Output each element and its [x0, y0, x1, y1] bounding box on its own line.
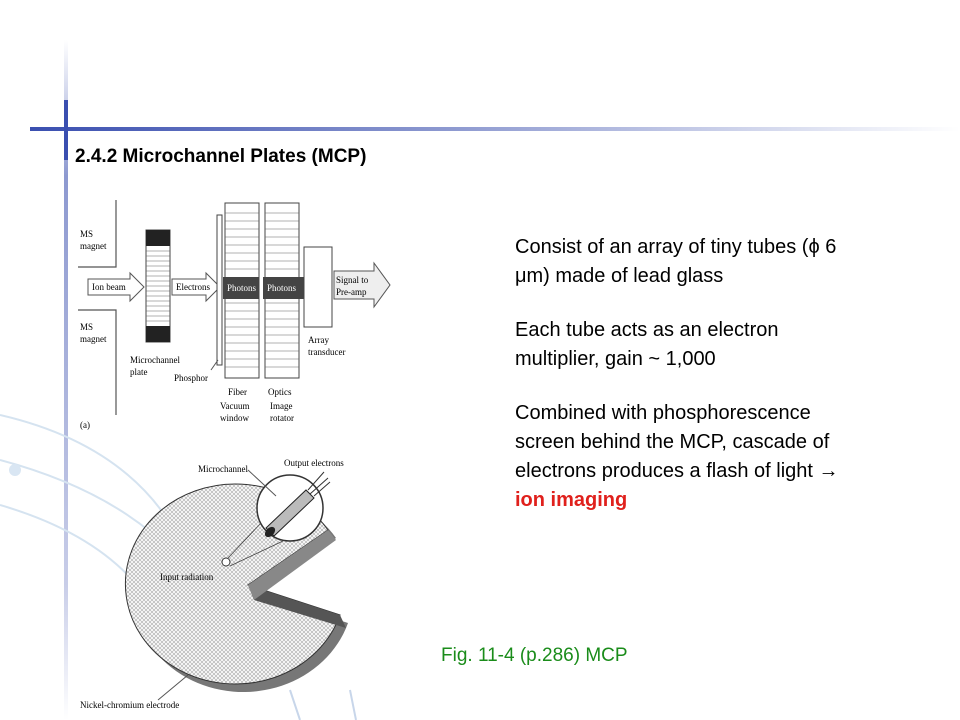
photons-label: Photons — [227, 283, 257, 293]
image-rotator-label: Image — [270, 401, 293, 411]
optics-label: Optics — [268, 387, 292, 397]
ms-magnet-label: magnet — [80, 334, 107, 344]
microchannel-plate-label: Microchannel — [130, 355, 180, 365]
ms-magnet-label: MS — [80, 322, 94, 332]
microchannel-plate-label: plate — [130, 367, 148, 377]
imaging-lead-text: Combined with phosphorescence screen behind the MCP, cascade of electrons produces a flash of light — [515, 402, 830, 482]
paragraph-imaging — [515, 399, 845, 515]
panel-label: (a) — [80, 420, 90, 430]
arrow-icon: → — [818, 460, 839, 482]
slide-title: 2.4.2 Microchannel Plates (MCP) — [75, 146, 367, 167]
paragraph-array: Consist of an array of tiny tubes (ϕ 6 μm) made of lead glass — [515, 236, 837, 287]
electrons-label: Electrons — [176, 282, 210, 292]
ms-magnet-label: MS — [80, 229, 94, 239]
input-radiation-label: Input radiation — [160, 572, 214, 582]
ms-magnet-label: magnet — [80, 241, 107, 251]
input-point — [222, 558, 230, 566]
array-label: transducer — [308, 347, 346, 357]
output-electrons-label: Output electrons — [284, 458, 344, 468]
image-rotator-label: rotator — [270, 413, 294, 423]
paragraph-multiplier: Each tube acts as an electron multiplier, gain ~ 1,000 — [515, 319, 779, 370]
body-text — [515, 233, 845, 540]
horizontal-rule — [30, 127, 960, 131]
photons-label: Photons — [267, 283, 297, 293]
mcp-disc-illustration — [78, 450, 408, 720]
microchannel-label: Microchannel — [198, 464, 248, 474]
ion-beam-label: Ion beam — [92, 282, 126, 292]
figure-caption: Fig. 11-4 (p.286) MCP — [441, 645, 628, 666]
ion-imaging-highlight: ion imaging — [515, 489, 628, 511]
phosphor-label: Phosphor — [174, 373, 209, 383]
array-transducer — [304, 247, 332, 327]
vacuum-window-label: window — [220, 413, 249, 423]
mcp-detector-schematic — [78, 195, 398, 435]
vacuum-window-label: Vacuum — [220, 401, 250, 411]
signal-label: Signal to — [336, 275, 369, 285]
fiber-label: Fiber — [228, 387, 247, 397]
phosphor-layer — [217, 215, 222, 365]
electrode-label: Nickel-chromium electrode — [80, 700, 180, 710]
array-label: Array — [308, 335, 329, 345]
signal-label: Pre-amp — [336, 287, 367, 297]
signal-arrow — [334, 263, 390, 307]
